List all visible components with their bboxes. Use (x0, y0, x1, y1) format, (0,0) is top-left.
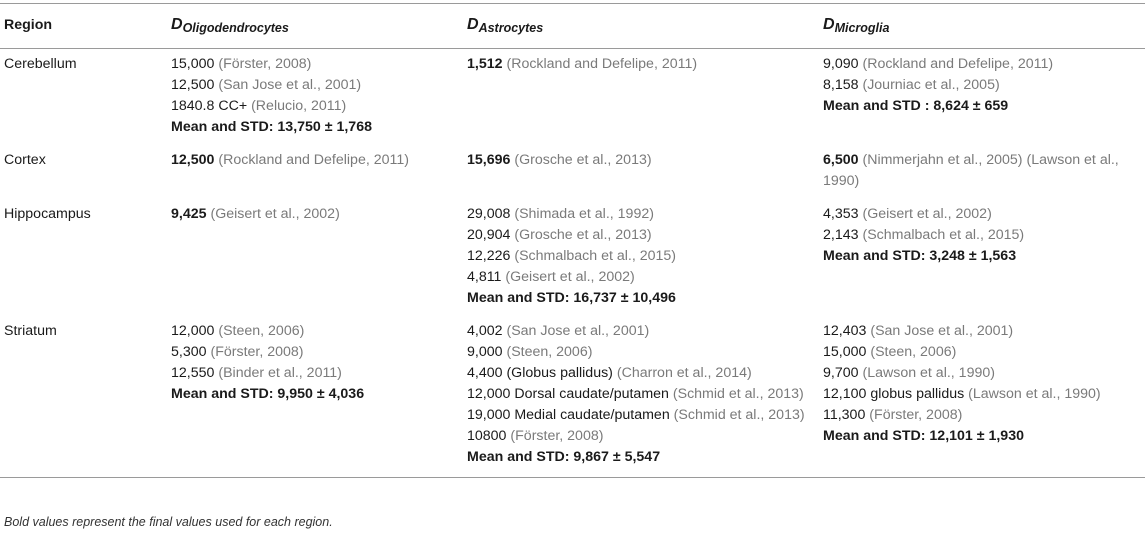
density-entry (467, 54, 813, 75)
density-value: 9,090 (823, 56, 859, 72)
citation: (Geisert et al., 2002) (862, 206, 992, 222)
density-value: 12,100 globus pallidus (823, 386, 965, 402)
citation: (Schmalbach et al., 2015) (514, 248, 677, 264)
olig-cell (167, 49, 463, 146)
header-region-label: Region (4, 17, 53, 33)
density-entry (467, 225, 813, 246)
density-value: 15,000 (823, 344, 867, 360)
header-oligodendrocytes (167, 4, 463, 49)
table-row (0, 49, 1145, 146)
citation: (Steen, 2006) (506, 344, 593, 360)
citation: (Schmid et al., 2013) (672, 386, 804, 402)
citation: (Steen, 2006) (218, 323, 305, 339)
density-entry (467, 246, 813, 267)
region-cell: Hippocampus (4, 206, 91, 222)
micro-cell (819, 199, 1145, 316)
density-value: 4,811 (467, 269, 502, 285)
olig-cell (167, 199, 463, 316)
mean-std: Mean and STD: 9,950 ± 4,036 (171, 386, 365, 402)
density-entry (823, 384, 1139, 405)
density-value: 15,000 (171, 56, 215, 72)
header-olig-subscript: Oligodendrocytes (182, 20, 289, 35)
citation: (Grosche et al., 2013) (514, 227, 652, 243)
citation: (Geisert et al., 2002) (210, 206, 340, 222)
mean-std: Mean and STD: 9,867 ± 5,547 (467, 449, 661, 465)
micro-cell (819, 49, 1145, 146)
density-value: 12,226 (467, 248, 511, 264)
density-entry (171, 204, 457, 225)
header-astrocytes (463, 4, 819, 49)
header-row (0, 4, 1145, 49)
density-entry (823, 405, 1139, 426)
density-entry (467, 267, 813, 288)
astro-cell (463, 49, 819, 146)
density-value: 20,904 (467, 227, 511, 243)
density-entry (171, 150, 457, 171)
density-value: 9,000 (467, 344, 503, 360)
density-value: 15,696 (467, 152, 511, 168)
citation: (Rockland and Defelipe, 2011) (218, 152, 409, 168)
density-entry (823, 363, 1139, 384)
header-micro-subscript: Microglia (834, 20, 890, 35)
density-entry (823, 204, 1139, 225)
density-value: 1,512 (467, 56, 503, 72)
citation: (Lawson et al., 1990) (862, 365, 995, 381)
density-value: 2,143 (823, 227, 859, 243)
table-body (0, 49, 1145, 478)
olig-cell (167, 145, 463, 199)
citation: (Geisert et al., 2002) (505, 269, 635, 285)
citation: (Schmalbach et al., 2015) (862, 227, 1025, 243)
density-value: 29,008 (467, 206, 511, 222)
density-value: 4,400 (Globus pallidus) (467, 365, 613, 381)
density-entry (467, 204, 813, 225)
region-cell: Cortex (4, 152, 46, 168)
mean-std: Mean and STD: 3,248 ± 1,563 (823, 248, 1017, 264)
density-value: 9,700 (823, 365, 859, 381)
density-entry (823, 225, 1139, 246)
citation: (Rockland and Defelipe, 2011) (862, 56, 1054, 72)
table-row (0, 316, 1145, 478)
cell-density-table (0, 3, 1145, 478)
citation: (Nimmerjahn et al., 2005) (Lawson et al., 1990) (823, 152, 1119, 189)
density-value: 19,000 Medial caudate/putamen (467, 407, 670, 423)
density-value: 8,158 (823, 77, 859, 93)
citation: (Steen, 2006) (870, 344, 957, 360)
header-region (0, 4, 167, 49)
citation: (Relucio, 2011) (251, 98, 347, 114)
density-value: 5,300 (171, 344, 207, 360)
density-value: 1840.8 CC+ (171, 98, 248, 114)
density-entry (171, 342, 457, 363)
density-value: 10800 (467, 428, 507, 444)
density-entry (823, 342, 1139, 363)
micro-cell (819, 145, 1145, 199)
density-value: 4,353 (823, 206, 859, 222)
citation: (San Jose et al., 2001) (218, 77, 362, 93)
mean-std: Mean and STD: 16,737 ± 10,496 (467, 290, 676, 306)
density-entry (171, 321, 457, 342)
table-footnote: Bold values represent the final values used for each region. (4, 515, 333, 529)
citation: (San Jose et al., 2001) (506, 323, 650, 339)
density-value: 12,500 (171, 77, 215, 93)
citation: (Schmid et al., 2013) (673, 407, 805, 423)
density-entry (823, 321, 1139, 342)
micro-cell (819, 316, 1145, 478)
citation: (Shimada et al., 1992) (514, 206, 654, 222)
astro-cell (463, 145, 819, 199)
astro-cell (463, 316, 819, 478)
table-row (0, 145, 1145, 199)
density-value: 11,300 (823, 407, 866, 423)
table-header (0, 4, 1145, 49)
density-value: 12,000 (171, 323, 215, 339)
density-value: 12,403 (823, 323, 867, 339)
header-astro-symbol: D (467, 15, 479, 33)
density-entry (823, 75, 1139, 96)
table-row (0, 199, 1145, 316)
mean-std: Mean and STD: 12,101 ± 1,930 (823, 428, 1024, 444)
citation: (Förster, 2008) (218, 56, 312, 72)
citation: (Charron et al., 2014) (616, 365, 752, 381)
citation: (Grosche et al., 2013) (514, 152, 652, 168)
density-value: 12,000 Dorsal caudate/putamen (467, 386, 669, 402)
density-entry (467, 384, 813, 405)
density-entry (467, 342, 813, 363)
astro-cell (463, 199, 819, 316)
density-value: 6,500 (823, 152, 859, 168)
density-entry (467, 363, 813, 384)
density-entry (171, 363, 457, 384)
density-value: 4,002 (467, 323, 503, 339)
density-value: 9,425 (171, 206, 207, 222)
region-cell: Striatum (0, 316, 167, 478)
header-micro-symbol: D (823, 15, 835, 33)
density-entry (171, 75, 457, 96)
density-value: 12,550 (171, 365, 215, 381)
mean-std: Mean and STD: 13,750 ± 1,768 (171, 119, 372, 135)
density-entry (171, 96, 457, 117)
citation: (Förster, 2008) (210, 344, 304, 360)
density-entry (467, 426, 813, 447)
density-value: 12,500 (171, 152, 215, 168)
density-entry (467, 405, 813, 426)
density-entry (467, 150, 813, 171)
density-entry (171, 54, 457, 75)
citation: (Lawson et al., 1990) (968, 386, 1101, 402)
region-cell: Cerebellum (4, 56, 77, 72)
citation: (Förster, 2008) (869, 407, 963, 423)
density-entry (823, 150, 1139, 192)
header-astro-subscript: Astrocytes (478, 20, 544, 35)
citation: (San Jose et al., 2001) (870, 323, 1014, 339)
header-microglia (819, 4, 1145, 49)
density-entry (823, 54, 1139, 75)
citation: (Förster, 2008) (510, 428, 604, 444)
mean-std: Mean and STD : 8,624 ± 659 (823, 98, 1009, 114)
header-olig-symbol: D (171, 15, 183, 33)
citation: (Binder et al., 2011) (218, 365, 342, 381)
density-entry (467, 321, 813, 342)
citation: (Journiac et al., 2005) (862, 77, 1000, 93)
citation: (Rockland and Defelipe, 2011) (506, 56, 698, 72)
olig-cell (167, 316, 463, 478)
